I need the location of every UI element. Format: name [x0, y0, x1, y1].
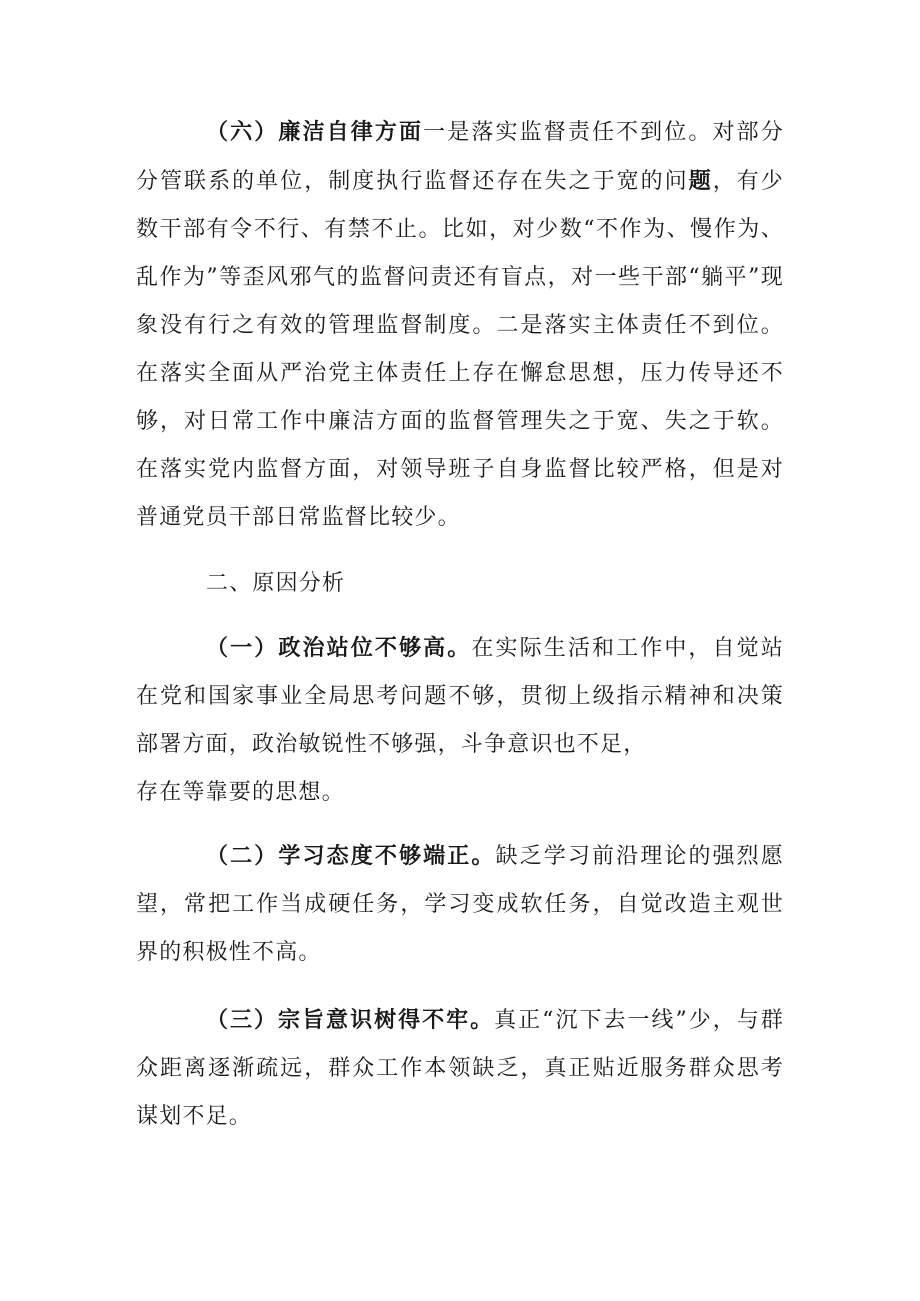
paragraph-text: ，有少数干部有令不行、有禁不止。比如，对少数“不作为、慢作为、乱作为”等歪风邪气的监督问责还有盲点，对一些干部“躺平”现象没有行之有效的管理监督制度。二是落实主体责任不到位。在落实全面从严治党主体责任上存在懈怠思想，压力传导还不够，对日常工作中廉洁方面的监督管理失之于宽、失之于软。在落实党内监督方面，对领导班子自身监督比较严格，但是对普通党员干部日常监督比较少。 — [136, 169, 784, 530]
paragraph-integrity — [136, 108, 784, 542]
paragraph-lead: （一）政治站位不够高。 — [206, 635, 472, 661]
paragraph-lead: （三）宗旨意识树得不牢。 — [206, 1007, 495, 1033]
section-heading: 二、原因分析 — [206, 571, 346, 596]
paragraph-bold-word: 题 — [688, 168, 713, 194]
paragraph-lead: （二）学习态度不够端正。 — [206, 843, 496, 869]
paragraph-text: 真正“沉下去一线”少，与群众距离逐渐疏远，群众工作本领缺乏，真正贴近服务群众思考谋划不足。 — [136, 1008, 784, 1129]
paragraph-political-stance — [136, 624, 784, 817]
paragraph-lead: （六）廉洁自律方面 — [206, 119, 424, 145]
paragraph-text: 缺乏学习前沿理论的强烈愿望，常把工作当成硬任务，学习变成软任务，自觉改造主观世界的积极性不高。 — [136, 844, 785, 965]
paragraph-text: 在实际生活和工作中，自觉站在党和国家事业全局思考问题不够，贯彻上级指示精神和决策部署方面，政治敏锐性不够强，斗争意识也不足， 存在等靠要的思想。 — [136, 636, 784, 805]
paragraph-purpose-awareness — [136, 996, 784, 1141]
paragraph-text: 一是落实监督责任不到位。对部分分管联系的单位，制度执行监督还存在失之于宽的问 — [136, 120, 784, 194]
paragraph-learning-attitude — [136, 832, 784, 977]
